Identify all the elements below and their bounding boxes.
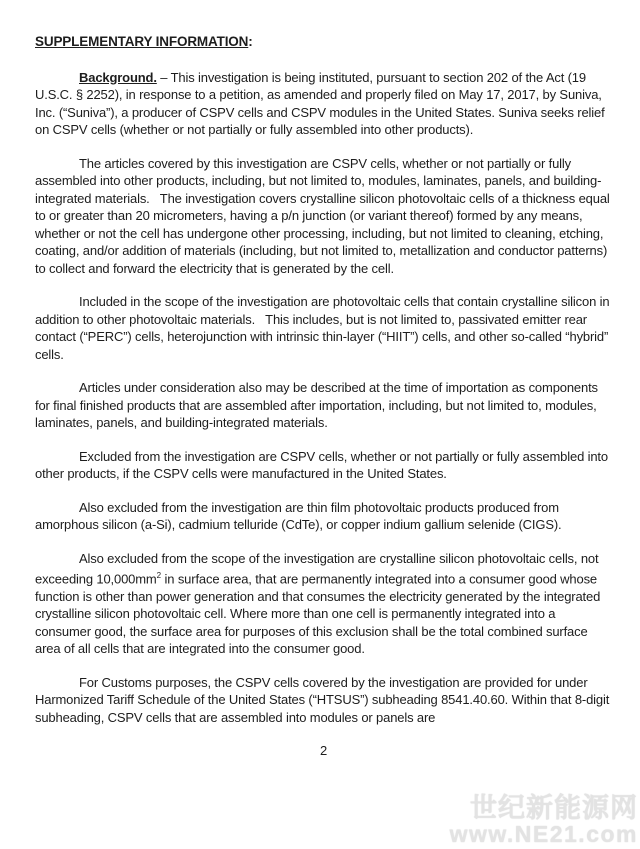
paragraph (35, 69, 612, 139)
paragraph-text: Also excluded from the investigation are thin film photovoltaic products produced from amorphous silicon (a-Si), cadmium telluride (CdTe), or copper indium gallium selenide (CIGS). (35, 499, 562, 532)
paragraph-text: – This investigation is being instituted, pursuant to section 202 of the Act (19 U.S.C. § 2252), in response to a petition, as amended and properly filed on May 17, 2017, by Suniva, Inc. (“Suniva”), a producer of CSPV cells and CSPV modules in the United States. Suniva seeks relief on CSPV cells (whether or not partially or fully assembled into other products). (35, 69, 605, 137)
paragraph-text: Also excluded from the scope of the investigation are crystalline silicon photovoltaic cells, not exceeding 10,000mm (35, 550, 599, 587)
paragraph-text: Articles under consideration also may be described at the time of importation as components for final finished products that are assembled after importation, including, but not limited to, modules, laminates, panels, and building-integrated materials. (35, 380, 598, 430)
section-heading (35, 33, 612, 51)
page-number: 2 (319, 743, 328, 759)
section-heading-text: SUPPLEMENTARY INFORMATION (35, 34, 249, 49)
paragraph (35, 379, 612, 432)
watermark-site-name: 世纪新能源网 (470, 793, 638, 824)
paragraph-text: The articles covered by this investigation are CSPV cells, whether or not partially or fully assembled into other products, including, but not limited to, modules, laminates, panels, and building-integrated materials. The investigation covers crystalline silicon photovoltaic cells of a thickness equal to or greater than 20 micrometers, having a p/n junction (or variant thereof) formed by any means, whether or not the cell has undergone other processing, including, but not limited to cleaning, etching, coating, and/or addition of materials (including, but not limited to, metallization and conductor patterns) to collect and forward the electricity that is generated by the cell. (35, 155, 610, 276)
paragraph-text: For Customs purposes, the CSPV cells covered by the investigation are provided for under Harmonized Tariff Schedule of the United States (“HTSUS”) subheading 8541.40.60. Within that 8-digit subheading, CSPV cells that are assembled into modules or panels are (35, 674, 610, 725)
section-heading-colon: : (248, 34, 253, 49)
paragraph-text: Included in the scope of the investigation are photovoltaic cells that contain crystalline silicon in addition to other photovoltaic materials. This includes, but is not limited to, passivated emitter rear contact (“PERC”) cells, heterojunction with intrinsic thin-layer (“HIIT”) cells, and other so-called “hybrid” cells. (35, 294, 610, 362)
paragraph (35, 293, 612, 363)
paragraph (35, 499, 612, 534)
watermark-url: www.NE21.com (449, 820, 638, 847)
paragraph (35, 550, 612, 658)
superscript-text: 2 (156, 571, 162, 580)
paragraph (35, 155, 612, 278)
paragraph (35, 674, 612, 727)
paragraph-lead-text: Background. (79, 69, 157, 85)
document-body (35, 69, 612, 727)
paragraph-text: in surface area, that are permanently integrated into a consumer good whose function is other than power generation and that consumes the electricity generated by the integrated crystalline silicon photovoltaic cell. Where more than one cell is permanently integrated into a consumer good, the surface area for purposes of this exclusion shall be the total combined surface area of all cells that are integrated into the consumer good. (35, 571, 601, 657)
paragraph (35, 448, 612, 483)
watermark (450, 795, 638, 846)
paragraph-text: Excluded from the investigation are CSPV cells, whether or not partially or fully assembled into other products, if the CSPV cells were manufactured in the United States. (35, 448, 608, 481)
